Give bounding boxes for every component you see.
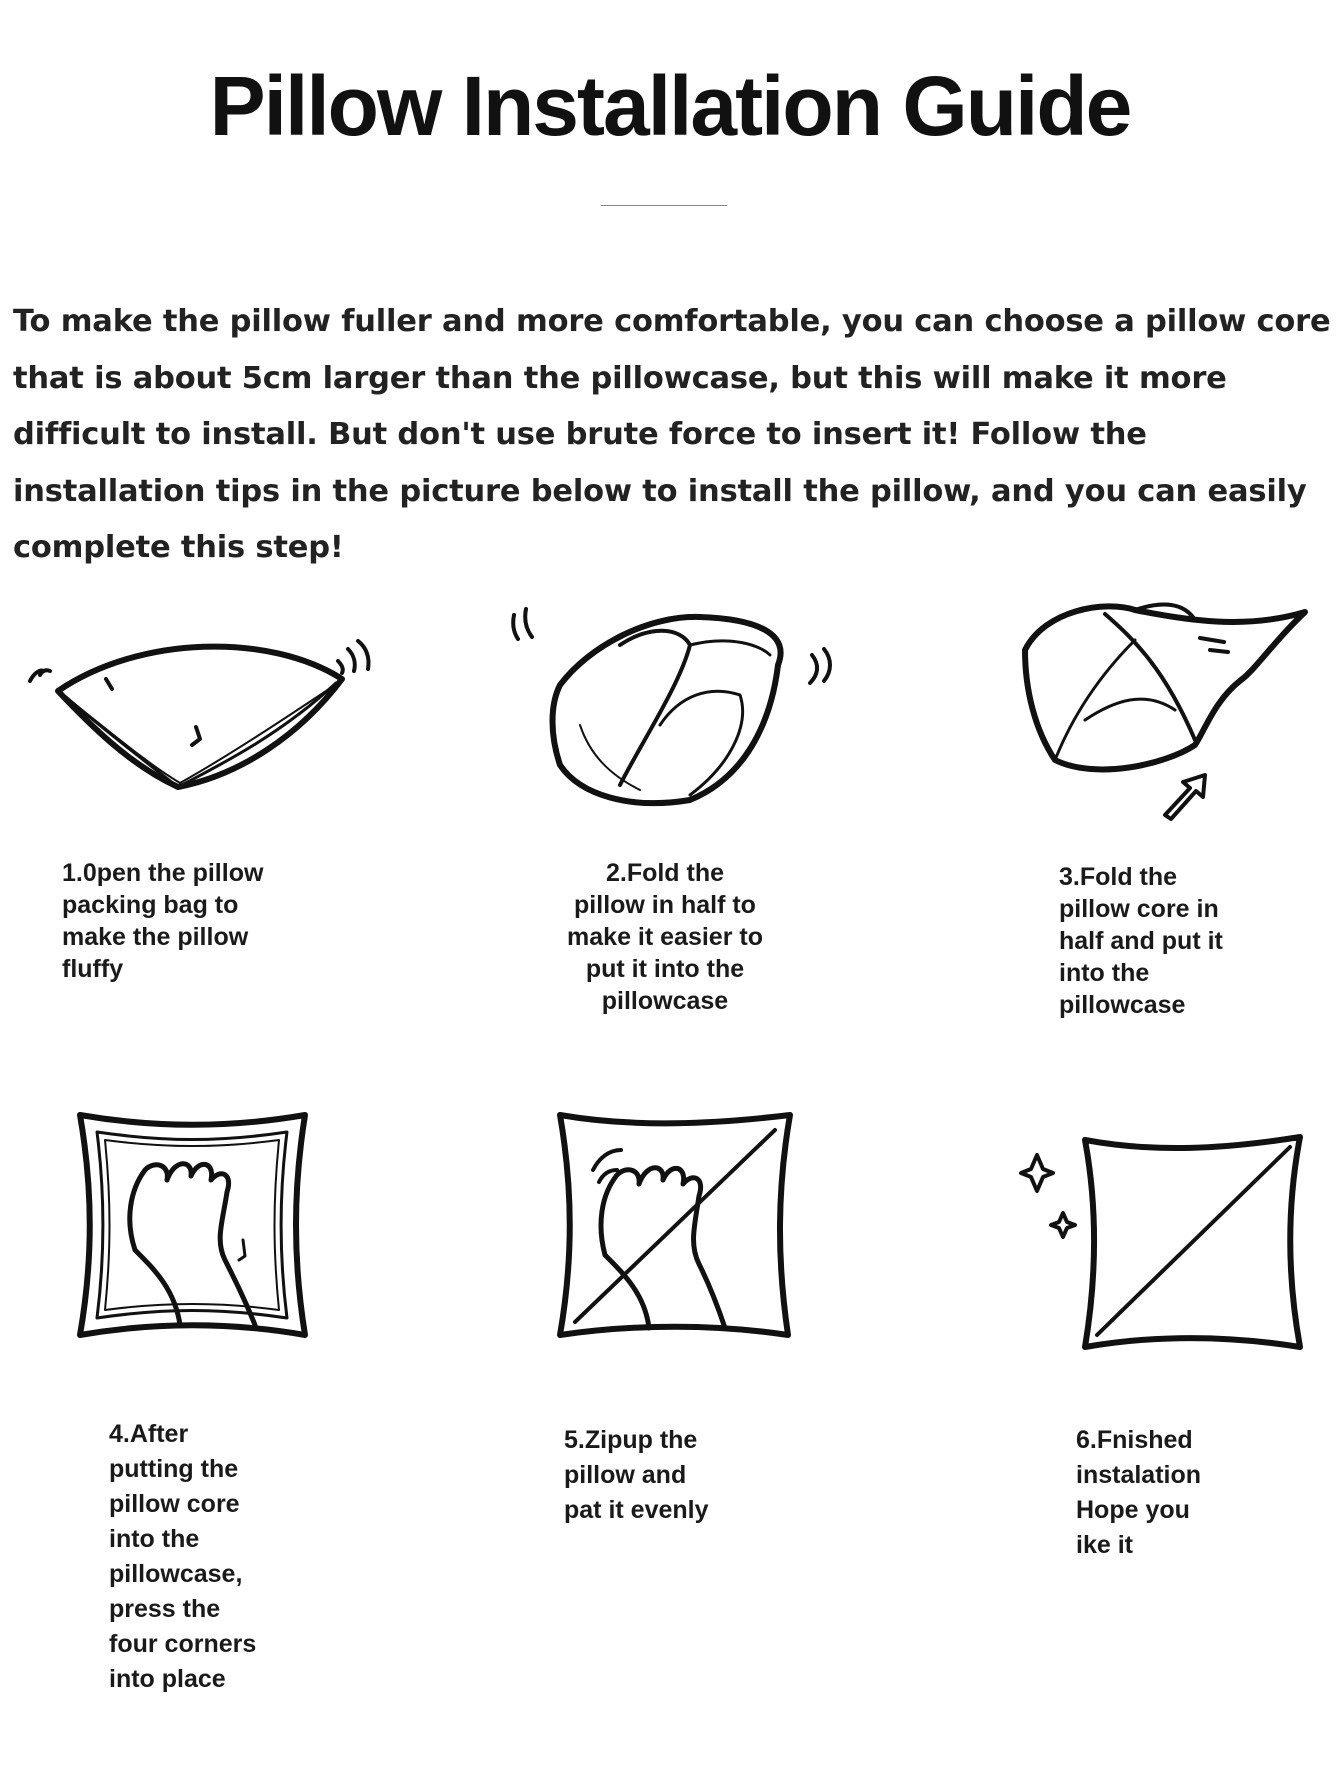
step-3-caption: 3.Fold the pillow core in half and put it into the pillowcase [1059, 863, 1223, 1019]
insert-pillow-core-icon [1015, 590, 1315, 820]
fold-pillow-in-half-icon [510, 605, 840, 810]
press-corners-icon [75, 1110, 310, 1342]
page-title: Pillow Installation Guide [209, 59, 1131, 153]
step-4-caption: 4.After putting the pillow core into the pillowcase, press the four corners into place [109, 1420, 257, 1693]
open-pillow-bag-icon [20, 615, 380, 795]
step-5-caption: 5.Zipup the pillow and pat it evenly [564, 1426, 709, 1524]
step-1-caption: 1.0pen the pillow packing bag to make the pillow fluffy [62, 859, 264, 983]
step-2-caption: 2.Fold the pillow in half to make it easier to put it into the pillowcase [567, 859, 763, 1015]
title-divider [601, 205, 727, 206]
step-6-caption: 6.Fnished instalation Hope you ike it [1076, 1426, 1202, 1559]
intro-paragraph: To make the pillow fuller and more comfortable, you can choose a pillow core that is about 5cm larger than the pillowcase, but this will make it more difficult to install. But don't use brute force to insert it! Follow the installation tips in the picture below to install the pillow, and you can easily complete this step! [13, 304, 1331, 565]
finished-pillow-icon [1025, 1125, 1305, 1355]
zip-and-pat-icon [555, 1110, 795, 1342]
